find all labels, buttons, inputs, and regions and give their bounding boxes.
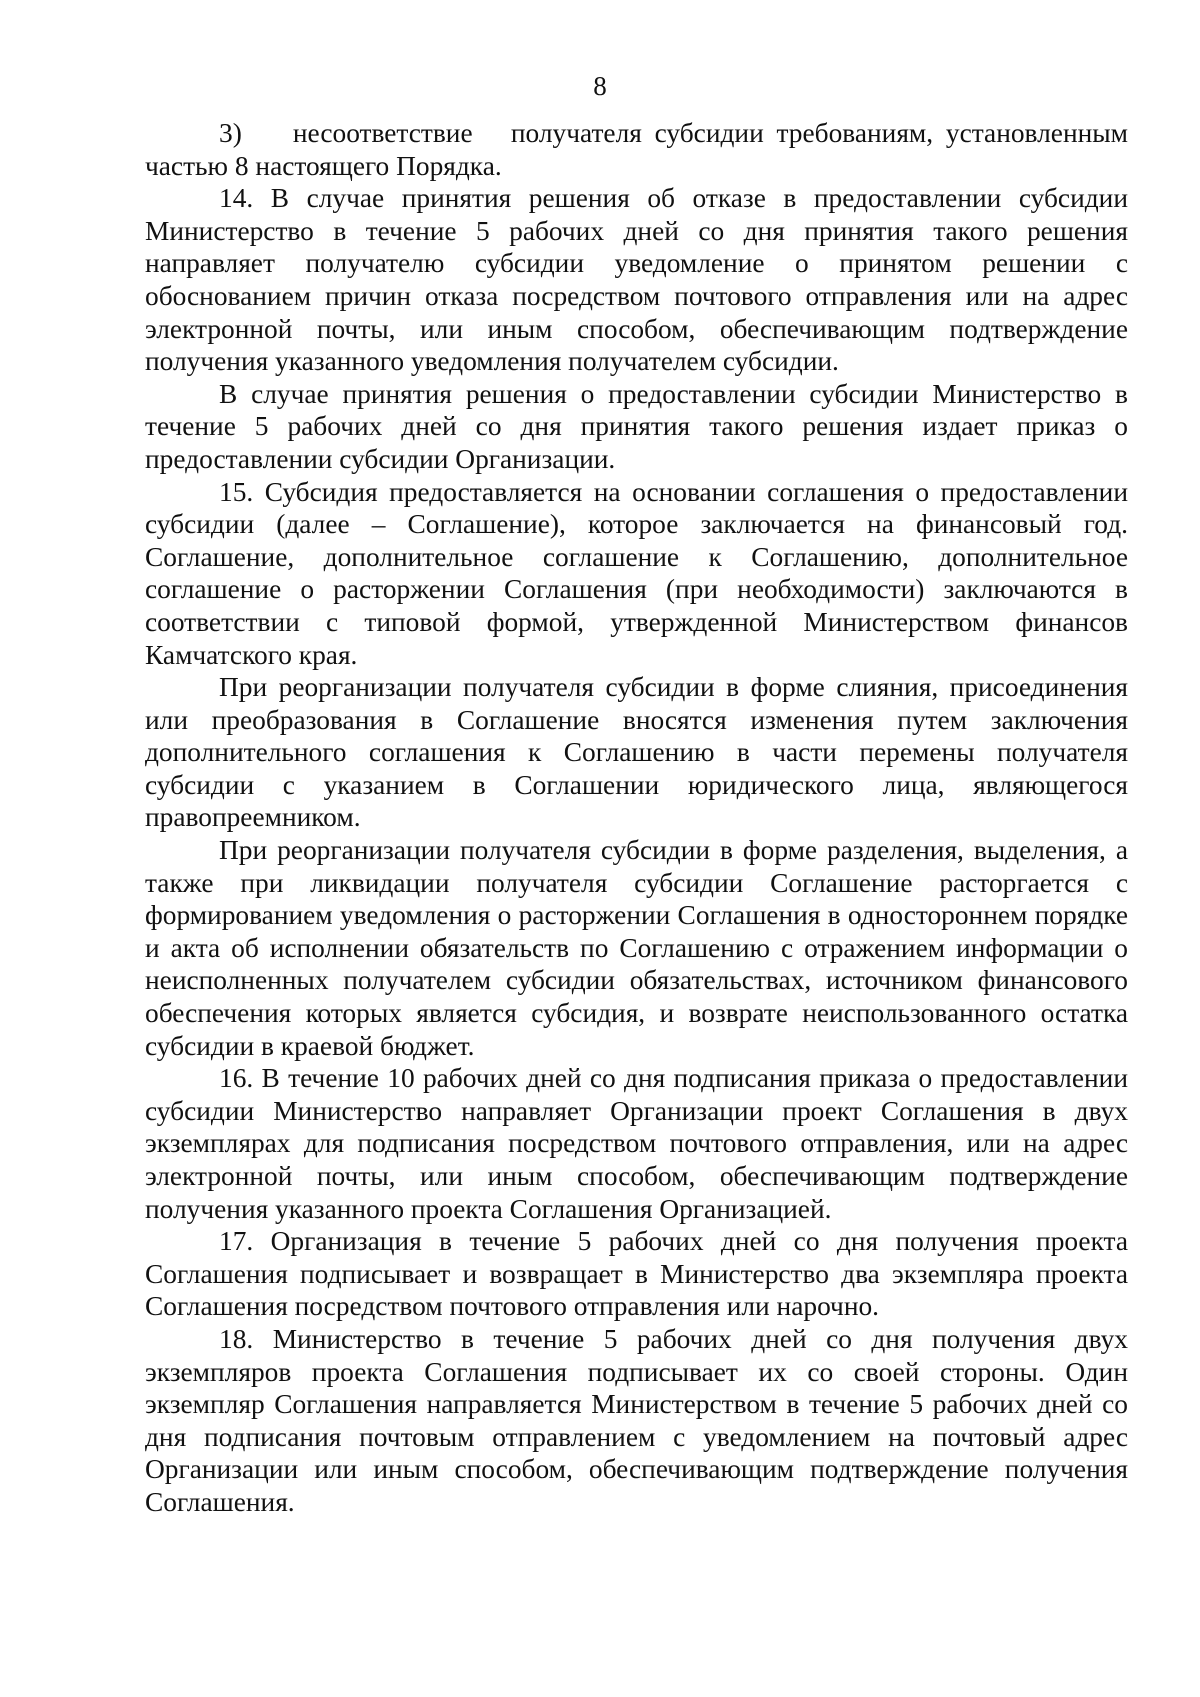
paragraph-section-18: 18. Министерство в течение 5 рабочих дней со дня получения двух экземпляров проекта Соглашения подписывает их со своей стороны. Один экземпляр Соглашения направляется Министерством в течение 5 рабочих дней со дня подписания почтовым отправлением с уведомлением на почтовый адрес Организации или иным способом, обеспечивающим подтверждение получения Соглашения. <box>145 1323 1128 1517</box>
paragraph-section-16: 16. В течение 10 рабочих дней со дня подписания приказа о предоставлении субсидии Министерство направляет Организации проект Соглашения в двух экземплярах для подписания посредством почтового отправления, или на адрес электронной почты, или иным способом, обеспечивающим подтверждение получения указанного проекта Соглашения Организацией. <box>145 1063 1128 1224</box>
paragraph-section-17: 17. Организация в течение 5 рабочих дней со дня получения проекта Соглашения подписывает и возвращает в Министерство два экземпляра проекта Соглашения посредством почтового отправления или нарочно. <box>145 1226 1128 1322</box>
paragraph-approval-order: В случае принятия решения о предоставлении субсидии Министерство в течение 5 рабочих дней со дня принятия такого решения издает приказ о предоставлении субсидии Организации. <box>145 378 1128 474</box>
paragraph-item-3: 3) несоответствие получателя субсидии требованиям, установленным частью 8 настоящего Порядка. <box>145 118 1128 181</box>
paragraph-reorganization-merger: При реорганизации получателя субсидии в форме слияния, присоединения или преобразования в Соглашение вносятся изменения путем заключения дополнительного соглашения к Соглашению в части перемены получателя субсидии с указанием в Соглашении юридического лица, являющегося правопреемником. <box>145 672 1128 833</box>
page-number: 8 <box>593 71 607 101</box>
paragraph-section-14: 14. В случае принятия решения об отказе в предоставлении субсидии Министерство в течение 5 рабочих дней со дня принятия такого решения направляет получателю субсидии уведомление о принятом решении с обоснованием причин отказа посредством почтового отправления или на адрес электронной почты, или иным способом, обеспечивающим подтверждение получения указанного уведомления получателем субсидии. <box>145 183 1128 377</box>
paragraph-reorganization-division: При реорганизации получателя субсидии в форме разделения, выделения, а также при ликвидации получателя субсидии Соглашение расторгается с формированием уведомления о расторжении Соглашения в одностороннем порядке и акта об исполнении обязательств по Соглашению с отражением информации о неисполненных получателем субсидии обязательствах, источником финансового обеспечения которых является субсидия, и возврате неиспользованного остатка субсидии в краевой бюджет. <box>145 835 1128 1061</box>
body-text <box>145 117 1128 1519</box>
paragraph-section-15: 15. Субсидия предоставляется на основании соглашения о предоставлении субсидии (далее – Соглашение), которое заключается на финансовый год. Соглашение, дополнительное соглашение к Соглашению, дополнительное соглашение о расторжении Соглашения (при необходимости) заключаются в соответствии с типовой формой, утвержденной Министерством финансов Камчатского края. <box>145 476 1128 670</box>
